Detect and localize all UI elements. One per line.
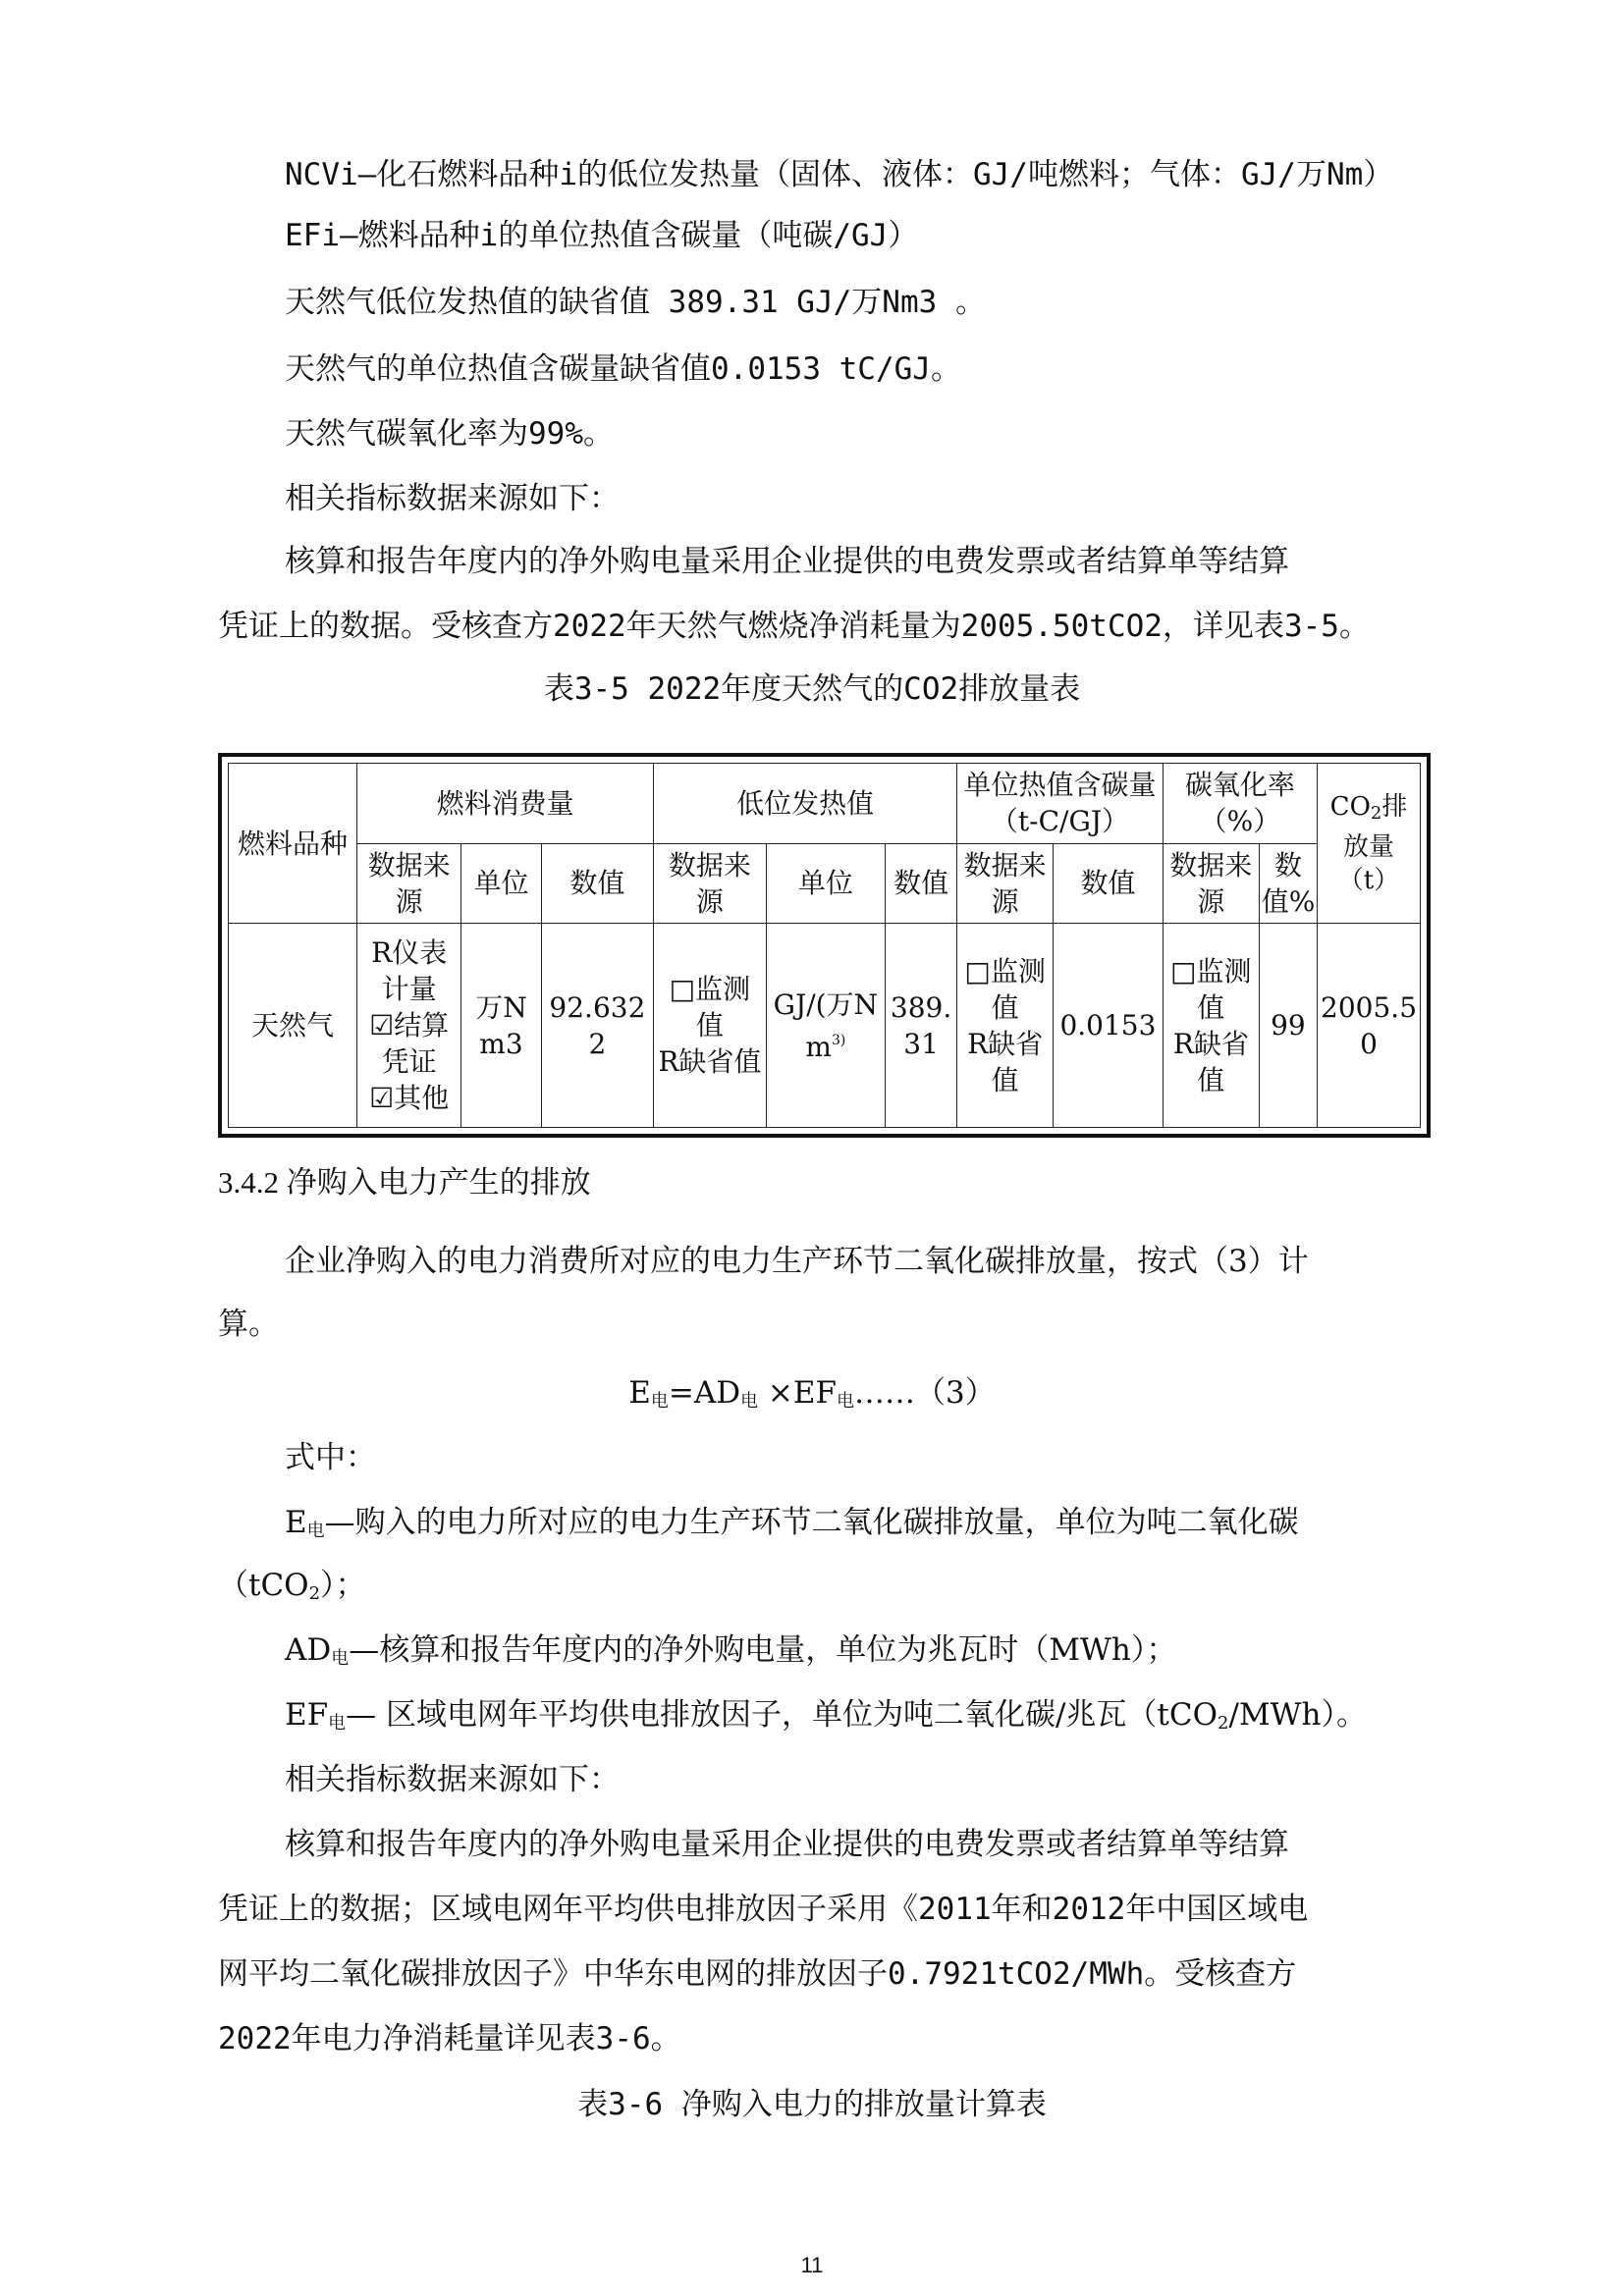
cell-source-4: □监测值 R缺省值 — [1163, 924, 1259, 1128]
cell-unit-1: 万Nm3 — [461, 924, 541, 1128]
paragraph-carbon-default: 天然气的单位热值含碳量缺省值0.0153 tC/GJ。 — [285, 351, 961, 387]
cell-unit-2: GJ/(万Nm$^{3)}$ — [766, 924, 885, 1128]
page-number: 11 — [800, 2253, 824, 2277]
definition-ef: $EF_电—$ 区域电网年平均供电排放因子，单位为吨二氧化碳/兆瓦（tCO$_2$/MWh）。 — [285, 1697, 1367, 1734]
paragraph-source-line-1: 核算和报告年度内的净外购电量采用企业提供的电费发票或者结算单等结算 — [285, 544, 1289, 579]
subheader-value-3: 数值 — [1054, 843, 1164, 924]
paragraph-data-source-heading-2: 相关指标数据来源如下： — [285, 1762, 620, 1797]
cell-co2: 2005.50 — [1318, 924, 1421, 1128]
cell-fuel: 天然气 — [229, 924, 357, 1128]
paragraph-data-source-heading: 相关指标数据来源如下： — [285, 481, 620, 516]
paragraph-ef-definition: EFi—燃料品种i的单位热值含碳量（吨碳/GJ） — [285, 218, 919, 253]
subheader-value-4: 数值% — [1259, 843, 1317, 924]
cell-value-2: 389.31 — [886, 924, 957, 1128]
header-co2-emission: $CO_2$排放量（t） — [1318, 764, 1421, 924]
header-ncv: 低位发热值 — [654, 764, 957, 844]
definition-e: $E_电—$购入的电力所对应的电力生产环节二氧化碳排放量，单位为吨二氧化碳 — [285, 1505, 1299, 1541]
subheader-value-2: 数值 — [886, 843, 957, 924]
paragraph-electricity-source-2: 凭证上的数据；区域电网年平均供电排放因子采用《2011年和2012年中国区域电 — [218, 1892, 1309, 1927]
table-row — [229, 924, 1421, 1128]
definition-e-unit: （tCO$_2$）； — [218, 1568, 366, 1604]
paragraph-where: 式中： — [285, 1440, 376, 1475]
paragraph-ncv-definition: NCVi—化石燃料品种i的低位发热量（固体、液体：GJ/吨燃料；气体：GJ/万Nm） — [285, 157, 1394, 192]
definition-ad: $AD_电—$核算和报告年度内的净外购电量，单位为兆瓦时（MWh）； — [285, 1632, 1177, 1669]
subheader-unit-1: 单位 — [461, 843, 541, 924]
cell-source-3: □监测值 R缺省值 — [957, 924, 1054, 1128]
paragraph-electricity-source-1: 核算和报告年度内的净外购电量采用企业提供的电费发票或者结算单等结算 — [285, 1827, 1289, 1862]
subheader-source-4: 数据来源 — [1163, 843, 1259, 924]
subheader-unit-2: 单位 — [766, 843, 885, 924]
cell-source-1: R仪表计量 ☑结算凭证 ☑其他 — [357, 924, 461, 1128]
table-3-5 — [218, 753, 1431, 1138]
header-oxidation-rate: 碳氧化率（%） — [1163, 764, 1317, 844]
subheader-source-1: 数据来源 — [357, 843, 461, 924]
paragraph-intro-line-1: 企业净购入的电力消费所对应的电力生产环节二氧化碳排放量，按式（3）计 — [285, 1244, 1309, 1279]
header-carbon-content: 单位热值含碳量（t-C/GJ） — [957, 764, 1164, 844]
subheader-source-2: 数据来源 — [654, 843, 766, 924]
header-consumption: 燃料消费量 — [357, 764, 654, 844]
paragraph-electricity-source-3: 网平均二氧化碳排放因子》中华东电网的排放因子0.7921tCO2/MWh。受核查方 — [218, 1956, 1297, 1992]
table-3-5-caption: 表3-5 2022年度天然气的CO2排放量表 — [543, 671, 1081, 707]
table-3-6-caption: 表3-6 净购入电力的排放量计算表 — [577, 2087, 1047, 2122]
paragraph-source-line-2: 凭证上的数据。受核查方2022年天然气燃烧净消耗量为2005.50tCO2，详见表3-5。 — [218, 609, 1370, 644]
subheader-source-3: 数据来源 — [957, 843, 1054, 924]
subheader-value-1: 数值 — [541, 843, 653, 924]
header-fuel: 燃料品种 — [229, 764, 357, 924]
paragraph-intro-line-2: 算。 — [218, 1307, 279, 1342]
cell-value-1: 92.6322 — [541, 924, 653, 1128]
section-heading: 3.4.2 净购入电力产生的排放 — [218, 1165, 591, 1200]
cell-source-2: □监测值 R缺省值 — [654, 924, 766, 1128]
paragraph-oxidation-rate: 天然气碳氧化率为99%。 — [285, 416, 614, 452]
cell-value-4: 99 — [1259, 924, 1317, 1128]
cell-value-3: 0.0153 — [1054, 924, 1164, 1128]
formula-3: $E_电=AD_电$ $\times EF_电\dots\dots(3)$ — [628, 1375, 996, 1412]
paragraph-electricity-source-4: 2022年电力净消耗量详见表3-6。 — [218, 2021, 681, 2056]
paragraph-ncv-default: 天然气低位发热值的缺省值 389.31 GJ/万Nm3 。 — [285, 285, 986, 320]
